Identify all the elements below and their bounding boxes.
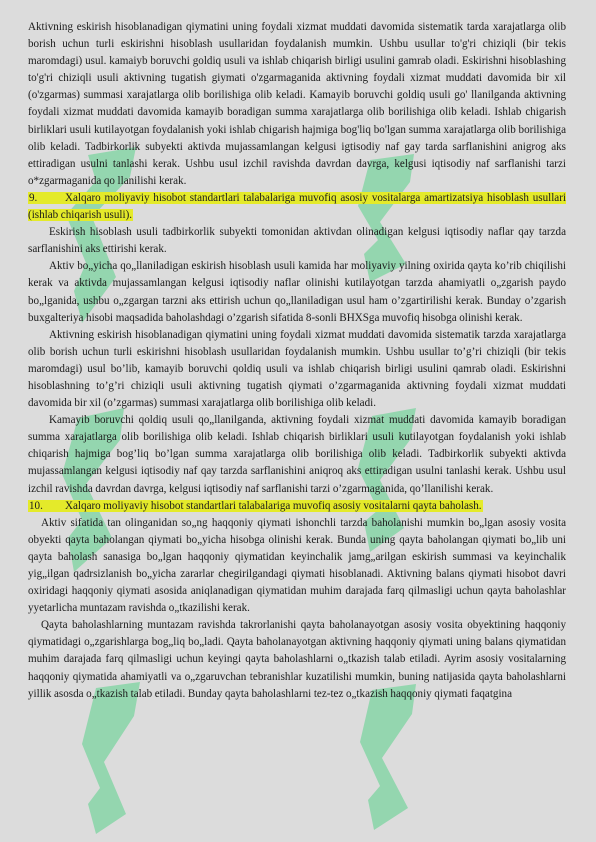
heading-text: Xalqaro moliyaviy hisobot standartlari talabalariga muvofiq asosiy vositalarni qayta baholash. [65, 499, 482, 512]
body-paragraph: Aktiv bo„yicha qo„llaniladigan eskirish hisoblash usuli kamida har moliyaviy yilning oxirida qayta ko’rib chiqilishi kerak va aktivda mujassamlangan kelgusi iqtisodiy naflar olinishi kutilayotgan tarzda ahamiyatli o„zgarish paydo bo„lganida, ushbu o„zgargan tarzni aks ettirish uchun qo„llaniladigan usul ham o’zgartirilishi kerak. Bunday o’zgarish buxgalteriya hisobi maqsadida baholashdagi o’zgarish sifatida 8-sonli BHXSga muvofiq hisobga olinishi kerak. [28, 260, 566, 324]
body-paragraph: Eskirish hisoblash usuli tadbirkorlik subyekti tomonidan aktivdan olinadigan kelgusi iqtisodiy naflar qay tarzda sarflanishini aks ettirishi kerak. [28, 226, 566, 256]
heading-number: 9. [29, 191, 38, 204]
body-paragraph: Qayta baholashlarning muntazam ravishda takrorlanishi qayta baholanayotgan asosiy vosita obyektining haqqoniy qiymatidagi o„zgarishlarga bog„liq bo„ladi. Qayta baholanayotgan aktivning haqqoniy qiymati uning balans qiymatidan muhim darajada farq qilmasligi uchun keyingi qayta baholashlarni o„tkazish talab etiladi. Ayrim asosiy vositalarning haqqoniy qiymatida ahamiyatli va o„zgaruvchan tebranishlar kuzatilishi mumkin, buning natijasida qayta baholashlarni yillik asosda o„tkazish talab etiladi. Bunday qayta baholashlarni tez-tez o„tkazish haqqoniy qiymati faqatgina [28, 619, 566, 700]
section-heading [28, 190, 566, 224]
heading-number: 10. [29, 499, 43, 512]
body-paragraph: Aktiv sifatida tan olinganidan so„ng haqqoniy qiymati ishonchli tarzda baholanishi mumkin bo„lgan asosiy vosita obyekti qayta baholangan qiymati bo„yicha hisobga olinishi kerak. Bunda uning qayta baholangan qiymati bo„lib uni qayta baholash sanasiga bo„lgan haqqoniy qiymatidan keyinchalik jamg„arilgan eskirish summasi va keyinchalik yig„ilgan qadrsizlanish bo„yicha zararlar chegirilgandagi qiymati hisoblanadi. Aktivning balans qiymati hisobot davri oxiridagi haqqoniy qiymati asosida aniqlanadigan qiymatidan muhim darajada farq qilmasligi uchun qayta baholashlar yyetarlicha muntazam ravishda o„tkazilishi kerak. [28, 516, 566, 615]
highlighted-heading-text [28, 192, 566, 221]
body-paragraph: Kamayib boruvchi qoldiq usuli qo„llanilganda, aktivning foydali xizmat muddati davomida kamayib boradigan summa xarajatlarga olib borilishiga olib keladi. Ishlab chiqarish birliklari usuli kutilayotgan foydalanish yoki ishlab chiqarish hajmiga bog’liq bo’lgan summa xarajatlarga olib borilishiga olib keladi. Tadbirkorlik subyekti aktivda mujassamlangan kelgusi iqtisodiy naf qay tarzda sarflanishini aniqroq aks ettiradigan usulni tanlashi kerak. Ushbu usul izchil ravishda davrdan davrga, kelgusi iqtisodiy naf sarflanishi tarzi o’zgarmaganida, qo’llanilishi kerak. [28, 414, 566, 495]
body-paragraph: Aktivning eskirish hisoblanadigan qiymatini uning foydali xizmat muddati davomida sistematik tarda xarajatlarga olib borish uchun turli eskirishni hisoblash usullaridan foydalanish mumkin. Ushbu usullar to'g'ri chiziqli (bir tekis maromdagi) usul. kamaiyb boruvchi goldiq usuli va ishlab chiqarish birligi usulini gamrab oladi. Eskirishni hisoblashing to'g'ri chiziqli usuli aktivning tugatish giymati o'zgarmaganida aktivning foydali xizmat muddati davomida bir xil (o'zgarmas) summasi xarajatlarga olib borilishiga olib keladi. Kamayib boruvchi goldiq usuli go' llanilganda aktivning foydali xizmat muddati davomida kamayib boradigan summa xarajatlarga olib borilishiga olib keladi. Ishlab chigarish birliklari usuli kutilayotgan foydalanish yoki ishlab chigarish hajmiga bog'liq bo'lgan summa xarajatlarga olib borilishiga olib keladi. Tadbirkorlik subyekti aktivda mujassamlangan kelgusi igtisodiy naf gay tarda sarflanishini anigrog aks ettiradigan usulni tanlashi kerak. Ushbu usul izchil ravishda davrdan davrga, kelgusi iqtisodiy naf sarflanishi tarzi o*zgarmaganida qo llanilishi kerak. [28, 21, 566, 187]
highlighted-heading-text [28, 500, 483, 512]
body-paragraph: Aktivning eskirish hisoblanadigan qiymatini uning foydali xizmat muddati davomida sistematik tarzda xarajatlarga olib borish uchun turli eskirishni hisoblash usullaridan foydalanish mumkin. Ushbu usullar to’g’ri chiziqli (bir tekis maromdagi) usul bo’lib, kamayib boruvchi qoldiq usuli va ishlab chiqarish birligi usulini qamrab oladi. Eskirishni hisoblashning to’g’ri chiziqli usuli aktivning tugatish qiymati o’zgarmaganida aktivning foydali xizmat muddati davomida bir xil (o’zgarmas) summasi xarajatlarga olib borilishiga olib keladi. [28, 328, 566, 410]
heading-text: Xalqaro moliyaviy hisobot standartlari talabalariga muvofiq asosiy vositalarga amartizatsiya hisoblash usullari (ishlab chiqarish usuli). [28, 191, 566, 222]
section-heading [28, 498, 566, 515]
